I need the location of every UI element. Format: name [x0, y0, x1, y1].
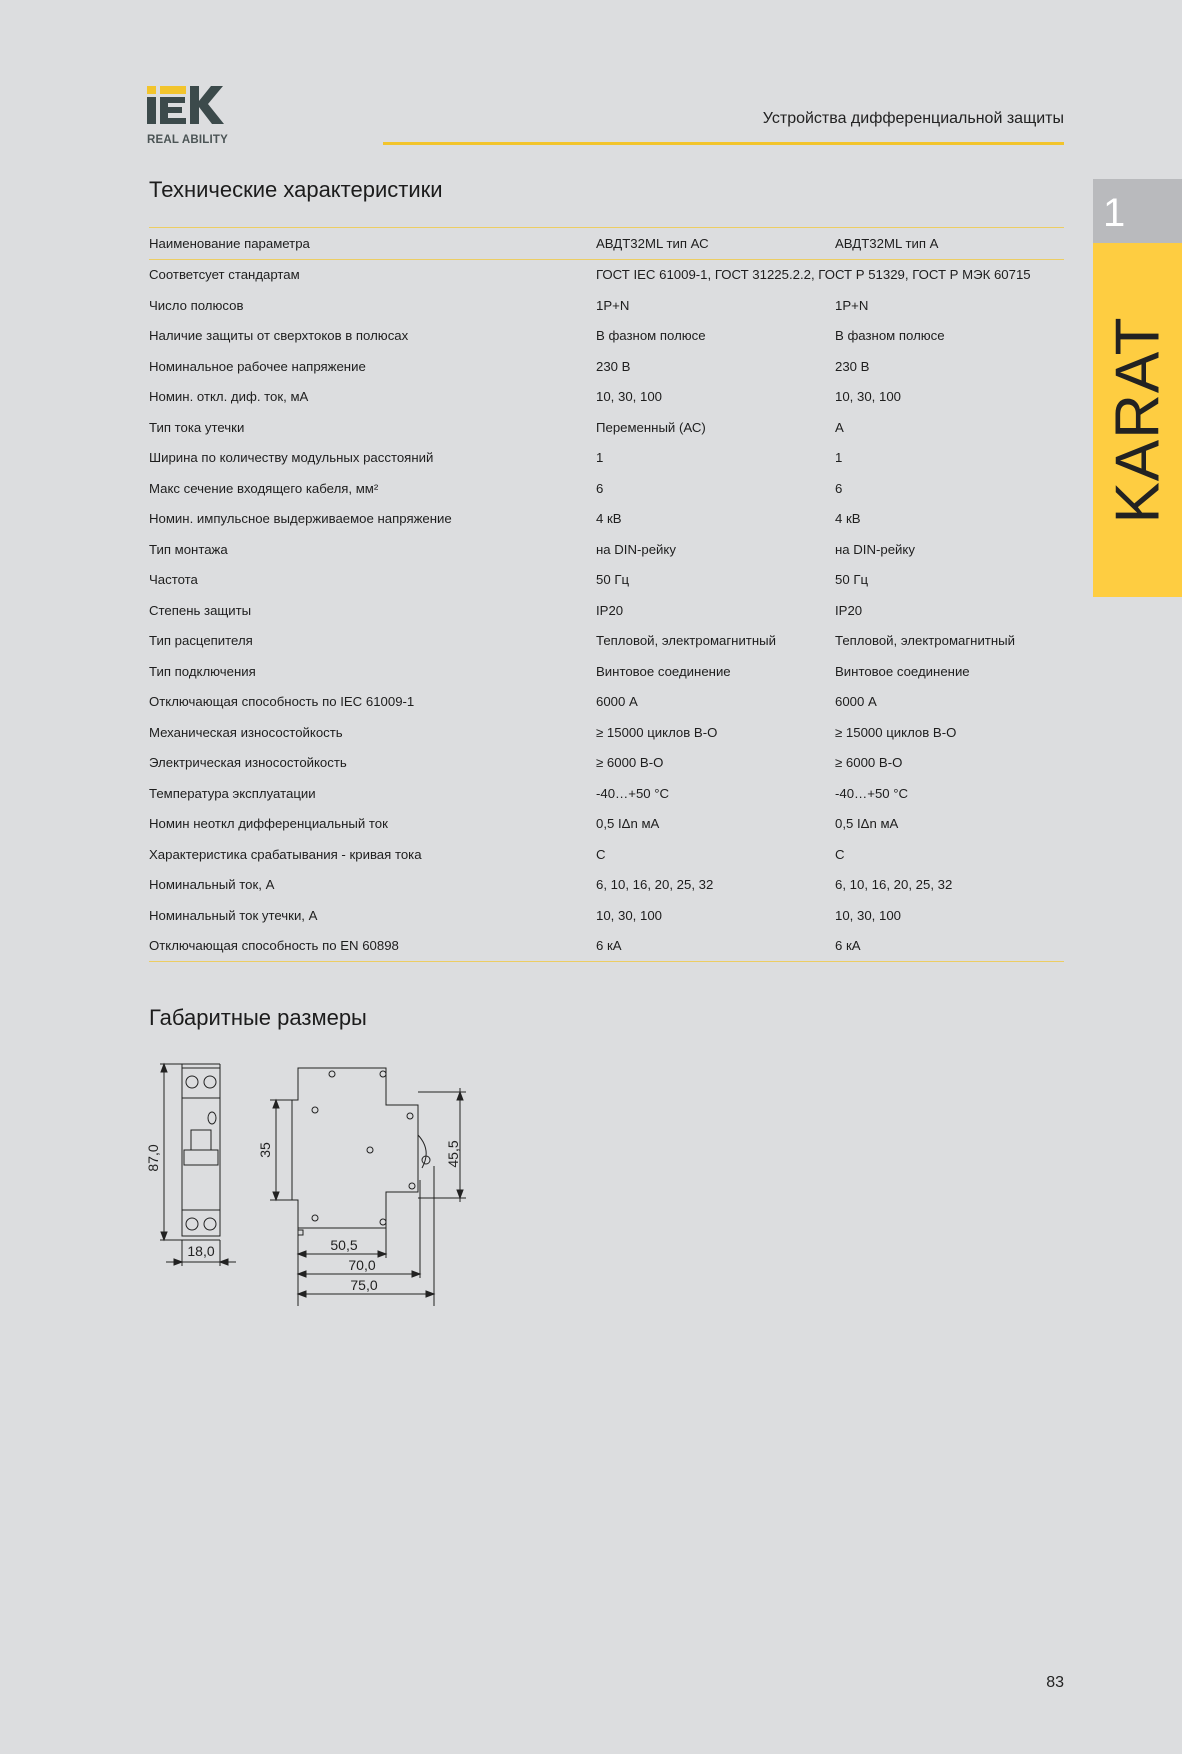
table-row	[149, 259, 1064, 290]
rail-height-label: 35	[257, 1142, 273, 1158]
parameter-value: ≥ 15000 циклов В-О	[835, 724, 957, 740]
parameter-value: 0,5 IΔn мА	[596, 816, 660, 832]
specs-title: Технические характеристики	[149, 177, 443, 202]
parameter-value: 6	[596, 480, 604, 496]
parameter-name: Степень защиты	[149, 602, 252, 618]
parameter-value: 50 Гц	[596, 572, 630, 588]
column-header-type-a: АВДТ32ML тип А	[835, 228, 1064, 260]
parameter-value: Винтовое соединение	[835, 663, 970, 679]
rail-height-dimension	[270, 1100, 292, 1200]
parameter-name: Тип расцепителя	[149, 633, 253, 649]
table-row	[149, 809, 1064, 840]
parameter-value: 1	[596, 450, 604, 466]
parameter-value: ГОСТ IEC 61009-1, ГОСТ 31225.2.2, ГОСТ Р 51329, ГОСТ Р МЭК 60715	[596, 267, 1031, 283]
column-header-parameter: Наименование параметра	[149, 228, 596, 260]
parameter-name: Соответсует стандартам	[149, 267, 300, 283]
parameter-value: В фазном полюсе	[835, 328, 945, 344]
parameter-value: 10, 30, 100	[596, 389, 662, 405]
parameter-value: С	[596, 846, 606, 862]
parameter-value: 6, 10, 16, 20, 25, 32	[835, 877, 953, 893]
table-row	[149, 534, 1064, 565]
parameter-value: IP20	[835, 602, 863, 618]
page-number: 83	[1046, 1674, 1064, 1691]
parameter-value: 6	[835, 480, 843, 496]
parameter-name: Механическая износостойкость	[149, 724, 343, 740]
specs-table	[149, 227, 1064, 962]
front-width-label: 18,0	[187, 1243, 215, 1259]
table-row	[149, 351, 1064, 382]
parameter-name: Тип монтажа	[149, 541, 228, 557]
header-divider	[383, 142, 1064, 145]
table-row	[149, 931, 1064, 962]
parameter-value: 6 кА	[835, 931, 1064, 962]
parameter-value: 1P+N	[835, 297, 869, 313]
header-title: Устройства дифференциальной защиты	[762, 110, 1064, 127]
table-row	[149, 321, 1064, 352]
parameter-value: ≥ 15000 циклов В-О	[596, 724, 718, 740]
chapter-number: 1	[1103, 191, 1126, 235]
parameter-value: IP20	[596, 602, 624, 618]
parameter-name: Номин неоткл дифференциальный ток	[149, 816, 388, 832]
depth-label-3: 75,0	[350, 1277, 378, 1293]
parameter-value: ≥ 6000 В-О	[835, 755, 903, 771]
parameter-value: 10, 30, 100	[835, 907, 901, 923]
side-view-outline	[292, 1068, 430, 1236]
table-row	[149, 839, 1064, 870]
parameter-value: 6, 10, 16, 20, 25, 32	[596, 877, 714, 893]
parameter-name: Тип тока утечки	[149, 419, 245, 435]
parameter-value: 6 кА	[596, 931, 835, 962]
table-row	[149, 656, 1064, 687]
table-row	[149, 900, 1064, 931]
parameter-name: Номин. импульсное выдерживаемое напряжение	[149, 511, 452, 527]
parameter-value: 6000 А	[596, 694, 638, 710]
parameter-name: Номинальный ток утечки, А	[149, 907, 318, 923]
depth-label-2: 70,0	[348, 1257, 376, 1273]
parameter-value: 6000 А	[835, 694, 877, 710]
parameter-value: С	[835, 846, 845, 862]
table-row	[149, 687, 1064, 718]
parameter-name: Характеристика срабатывания - кривая тока	[149, 846, 422, 862]
chapter-number-tab	[1093, 179, 1182, 243]
iek-logo	[147, 86, 227, 148]
parameter-value: 4 кВ	[596, 511, 622, 527]
dimensions-drawing	[140, 1050, 480, 1310]
table-row	[149, 382, 1064, 413]
table-row	[149, 626, 1064, 657]
parameter-name: Номинальное рабочее напряжение	[149, 358, 366, 374]
parameter-value: -40…+50 °С	[596, 785, 670, 801]
parameter-value: Тепловой, электромагнитный	[596, 633, 776, 649]
front-view-outline	[182, 1064, 220, 1240]
side-height-label: 45,5	[445, 1140, 461, 1168]
parameter-name: Отключающая способность по IEC 61009-1	[149, 694, 415, 710]
parameter-value: 50 Гц	[835, 572, 869, 588]
parameter-value: на DIN-рейку	[596, 541, 676, 557]
parameter-value: 230 В	[596, 358, 631, 374]
parameter-name: Макс сечение входящего кабеля, мм²	[149, 480, 379, 496]
parameter-value: Тепловой, электромагнитный	[835, 633, 1015, 649]
table-row	[149, 504, 1064, 535]
parameter-name: Температура эксплуатации	[149, 785, 316, 801]
parameter-name: Электрическая износостойкость	[149, 755, 347, 771]
parameter-value: ≥ 6000 В-О	[596, 755, 664, 771]
parameter-value: 10, 30, 100	[596, 907, 662, 923]
front-height-dimension	[160, 1064, 182, 1240]
parameter-name: Отключающая способность по EN 60898	[149, 931, 596, 962]
parameter-name: Ширина по количеству модульных расстояний	[149, 450, 434, 466]
table-row	[149, 748, 1064, 779]
parameter-value: В фазном полюсе	[596, 328, 706, 344]
depth-label-1: 50,5	[330, 1237, 358, 1253]
table-row	[149, 290, 1064, 321]
column-header-type-ac: АВДТ32ML тип АС	[596, 228, 835, 260]
parameter-value: -40…+50 °С	[835, 785, 909, 801]
logo-tagline: REAL ABILITY	[147, 134, 228, 146]
table-row	[149, 473, 1064, 504]
parameter-value: 230 В	[835, 358, 870, 374]
table-row	[149, 778, 1064, 809]
table-row	[149, 443, 1064, 474]
front-height-label: 87,0	[145, 1144, 161, 1172]
table-row	[149, 870, 1064, 901]
parameter-name: Номинальный ток, А	[149, 877, 275, 893]
table-row	[149, 565, 1064, 596]
parameter-name: Число полюсов	[149, 297, 244, 313]
parameter-name: Наличие защиты от сверхтоков в полюсах	[149, 328, 409, 344]
series-band	[1093, 243, 1182, 597]
table-header-row	[149, 228, 1064, 260]
table-row	[149, 717, 1064, 748]
parameter-name: Номин. откл. диф. ток, мА	[149, 389, 309, 405]
table-row	[149, 412, 1064, 443]
dimensions-title: Габаритные размеры	[149, 1005, 367, 1030]
parameter-value: 1	[835, 450, 843, 466]
parameter-value: Переменный (АС)	[596, 419, 706, 435]
series-label: KARAT	[1103, 316, 1172, 524]
parameter-value: 1P+N	[596, 297, 630, 313]
parameter-name: Тип подключения	[149, 663, 256, 679]
parameter-value: Винтовое соединение	[596, 663, 731, 679]
parameter-value: 10, 30, 100	[835, 389, 901, 405]
parameter-value: А	[835, 419, 844, 435]
parameter-value: на DIN-рейку	[835, 541, 915, 557]
table-row	[149, 595, 1064, 626]
parameter-name: Частота	[149, 572, 198, 588]
parameter-value: 4 кВ	[835, 511, 861, 527]
parameter-value: 0,5 IΔn мА	[835, 816, 899, 832]
